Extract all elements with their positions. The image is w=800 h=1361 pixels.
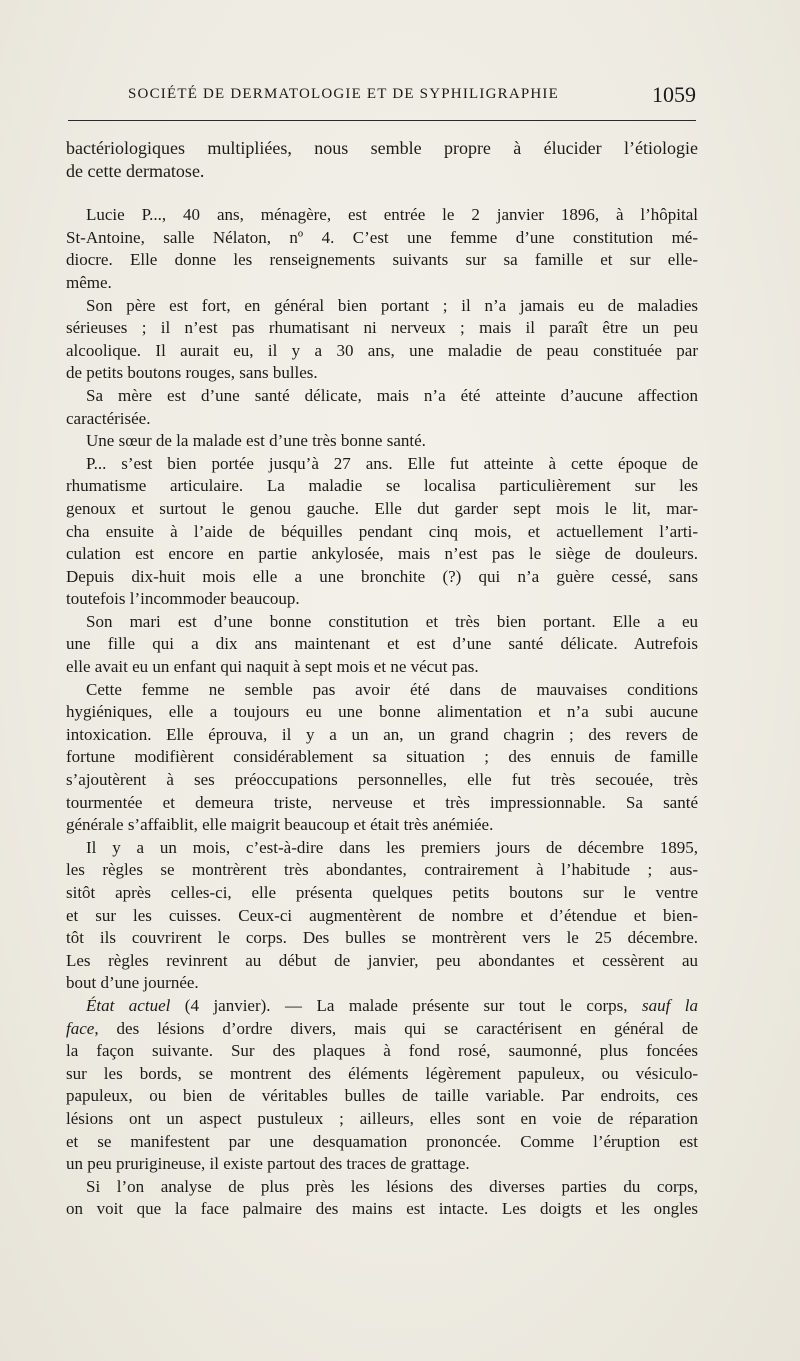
text-line: tôt ils couvrirent le corps. Des bulles se montrèrent vers le 25 décembre.	[66, 928, 698, 948]
text-line: Cette femme ne semble pas avoir été dans de mauvaises conditions	[86, 679, 698, 699]
text-run: (4 janvier). — La malade présente sur tout le corps,	[170, 995, 642, 1015]
italic-run: sauf la	[641, 995, 699, 1015]
text-line: alcoolique. Il aurait eu, il y a 30 ans, une maladie de peau constituée par	[66, 340, 698, 360]
running-title: SOCIÉTÉ DE DERMATOLOGIE ET DE SYPHILIGRAPHIE	[128, 86, 559, 102]
text-line: Son mari est d’une bonne constitution et très bien portant. Elle a eu	[86, 611, 698, 631]
text-line: un peu prurigineuse, il existe partout des traces de grattage.	[66, 1154, 470, 1174]
text-line: sérieuses ; il n’est pas rhumatisant ni nerveux ; mais il paraît être un peu	[66, 318, 698, 338]
italic-run: face	[66, 1018, 95, 1038]
text-line: sitôt après celles-ci, elle présenta quelques petits boutons sur le ventre	[66, 883, 698, 902]
text-line: les règles se montrèrent très abondantes, contrairement à l’habitude ; aus-	[66, 860, 698, 880]
text-line: Les règles revinrent au début de janvier, peu abondantes et cessèrent au	[66, 950, 698, 970]
paragraph	[66, 1176, 698, 1221]
text-line: on voit que la face palmaire des mains est intacte. Les doigts et les ongles	[66, 1199, 698, 1219]
text-line: Lucie P..., 40 ans, ménagère, est entrée le 2 janvier 1896, à l’hôpital	[86, 205, 698, 225]
body-text	[66, 137, 698, 1221]
page-number: 1059	[652, 82, 696, 107]
text-line: intoxication. Elle éprouva, il y a un an, un grand chagrin ; des revers de	[66, 724, 698, 744]
text-line: Si l’on analyse de plus près les lésions des diverses parties du corps,	[86, 1176, 698, 1196]
text-line: lésions ont un aspect pustuleux ; ailleurs, elles sont en voie de réparation	[66, 1108, 698, 1128]
text-line: toutefois l’incommoder beaucoup.	[66, 589, 300, 609]
paragraph	[66, 453, 698, 611]
text-line	[66, 995, 698, 1018]
text-line: Sa mère est d’une santé délicate, mais n’a été atteinte d’aucune affection	[86, 385, 698, 405]
text-line: Il y a un mois, c’est-à-dire dans les premiers jours de décembre 1895,	[86, 837, 698, 857]
header-rule	[68, 120, 696, 121]
text-line: Son père est fort, en général bien portant ; il n’a jamais eu de maladies	[86, 295, 698, 315]
text-line: même.	[66, 272, 112, 292]
text-line: culation est encore en partie ankylosée, mais n’est pas le siège de douleurs.	[66, 544, 698, 564]
text-line: P... s’est bien portée jusqu’à 27 ans. Elle fut atteinte à cette époque de	[86, 453, 698, 473]
paragraph	[66, 611, 698, 679]
text-run: , des lésions d’ordre divers, mais qui se caractérisent en général de	[94, 1018, 698, 1038]
text-line: s’ajoutèrent à ses préoccupations personnelles, elle fut très secouée, très	[66, 770, 698, 790]
text-line: de cette dermatose.	[66, 160, 205, 181]
text-line: tourmentée et demeura triste, nerveuse et très impressionnable. Sa santé	[66, 792, 698, 812]
paragraph	[66, 385, 698, 430]
text-line: cha ensuite à l’aide de béquilles pendant cinq mois, et actuellement l’arti-	[66, 521, 698, 541]
text-line: papuleux, ou bien de véritables bulles de taille variable. Par endroits, ces	[66, 1086, 698, 1106]
text-line: la façon suivante. Sur des plaques à fond rosé, saumonné, plus foncées	[66, 1041, 698, 1061]
text-line: Une sœur de la malade est d’une très bonne santé.	[86, 431, 426, 451]
paragraph	[66, 295, 698, 385]
text-line: hygiéniques, elle a toujours eu une bonne alimentation et n’a subi aucune	[66, 702, 698, 722]
paragraph	[66, 137, 698, 182]
text-line: genoux et surtout le genou gauche. Elle dut garder sept mois le lit, mar-	[66, 498, 698, 518]
paragraph	[66, 995, 698, 1176]
text-line: bout d’une journée.	[66, 973, 199, 993]
text-line: de petits boutons rouges, sans bulles.	[66, 363, 318, 383]
paragraph-gap	[66, 182, 698, 204]
text-line: caractérisée.	[66, 408, 151, 428]
text-line: rhumatisme articulaire. La maladie se localisa particulièrement sur les	[66, 476, 698, 496]
paragraph	[66, 430, 698, 453]
text-line: sur les bords, se montrent des éléments légèrement papuleux, ou vésiculo-	[66, 1063, 698, 1083]
paragraph	[66, 204, 698, 294]
text-line: générale s’affaiblit, elle maigrit beaucoup et était très anémiée.	[66, 815, 494, 835]
text-line	[66, 1018, 698, 1041]
italic-run: État actuel	[86, 995, 171, 1015]
text-line: fortune modifièrent considérablement sa situation ; des ennuis de famille	[66, 747, 698, 767]
running-header	[128, 84, 698, 110]
text-line: Depuis dix-huit mois elle a une bronchite (?) qui n’a guère cessé, sans	[66, 566, 698, 586]
text-line: une fille qui a dix ans maintenant et est d’une santé délicate. Autrefois	[66, 634, 698, 654]
text-line: St-Antoine, salle Nélaton, nº 4. C’est une femme d’une constitution mé-	[66, 227, 698, 247]
text-line: bactériologiques multipliées, nous semble propre à élucider l’étiologie	[66, 138, 698, 158]
text-line: et sur les cuisses. Ceux-ci augmentèrent de nombre et d’étendue et bien-	[66, 905, 698, 925]
paragraph	[66, 679, 698, 837]
text-line: et se manifestent par une desquamation prononcée. Comme l’éruption est	[66, 1131, 698, 1151]
paragraph	[66, 837, 698, 995]
text-line: diocre. Elle donne les renseignements suivants sur sa famille et sur elle-	[66, 250, 698, 270]
text-line: elle avait eu un enfant qui naquit à sept mois et ne vécut pas.	[66, 657, 479, 677]
